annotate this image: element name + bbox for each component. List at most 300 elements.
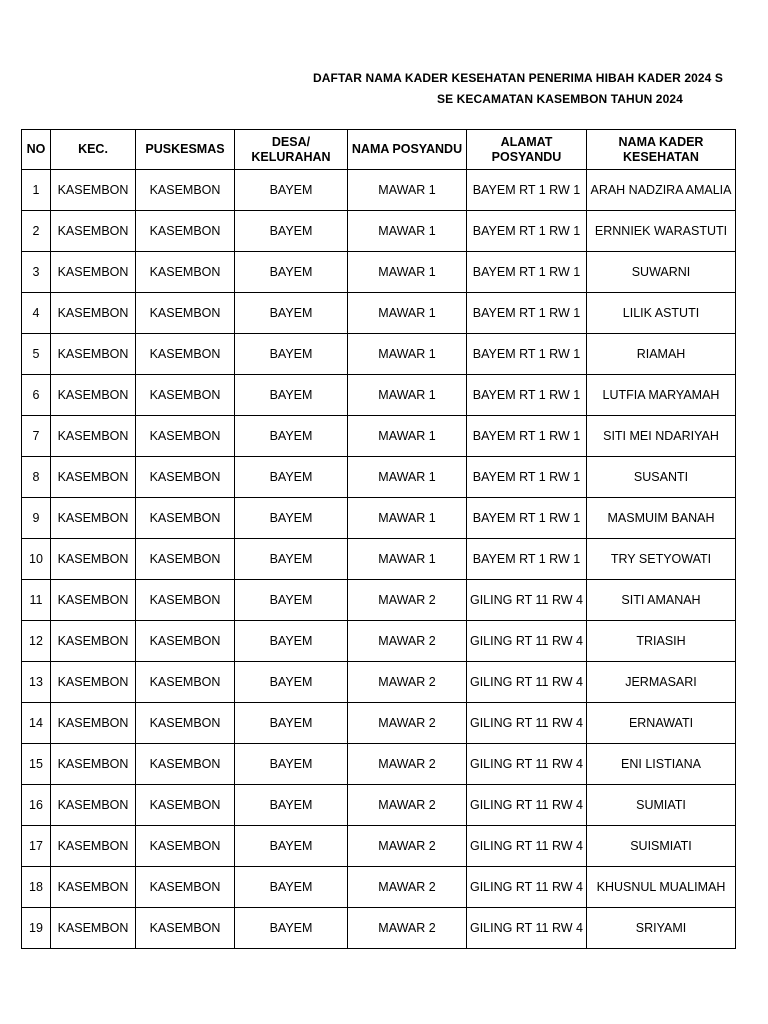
cell-puskesmas <box>136 293 235 334</box>
cell-alamat-text: BAYEM RT 1 RW 1 <box>472 388 581 402</box>
cell-posyandu-text: MAWAR 1 <box>378 552 436 566</box>
cell-alamat-text: GILING RT 11 RW 4 <box>469 880 583 894</box>
cell-kec <box>51 498 136 539</box>
cell-desa <box>235 785 348 826</box>
cell-kec <box>51 334 136 375</box>
cell-puskesmas-text: KASEMBON <box>149 388 221 402</box>
cell-puskesmas <box>136 826 235 867</box>
header-puskesmas <box>136 130 235 170</box>
cell-alamat <box>467 908 587 949</box>
cell-desa <box>235 867 348 908</box>
cell-kec <box>51 457 136 498</box>
cell-kader-text: ENI LISTIANA <box>621 757 701 771</box>
cell-kec-text: KASEMBON <box>57 306 129 320</box>
cell-kec <box>51 580 136 621</box>
cell-puskesmas-text: KASEMBON <box>149 839 221 853</box>
table-header <box>22 130 736 170</box>
cell-no <box>22 334 51 375</box>
cell-no <box>22 211 51 252</box>
cell-kader <box>587 416 736 457</box>
header-kec <box>51 130 136 170</box>
cell-no-text: 2 <box>32 224 40 238</box>
table-row <box>22 539 736 580</box>
cell-kader <box>587 334 736 375</box>
cell-alamat <box>467 211 587 252</box>
cell-kec <box>51 375 136 416</box>
cell-kader-text: SITI MEI NDARIYAH <box>603 429 719 443</box>
cell-kader <box>587 744 736 785</box>
cell-alamat <box>467 334 587 375</box>
cell-kec-text: KASEMBON <box>57 921 129 935</box>
cell-posyandu <box>348 498 467 539</box>
cell-desa <box>235 580 348 621</box>
cell-no <box>22 293 51 334</box>
table-row <box>22 744 736 785</box>
header-desa-line1: DESA/ <box>271 134 311 149</box>
cell-desa-text: BAYEM <box>269 388 313 402</box>
cell-alamat-text: GILING RT 11 RW 4 <box>469 716 583 730</box>
cell-kader-text: LILIK ASTUTI <box>622 306 700 320</box>
cell-no-text: 15 <box>29 757 43 771</box>
cell-kader <box>587 826 736 867</box>
cell-kec <box>51 744 136 785</box>
cell-alamat-text: BAYEM RT 1 RW 1 <box>472 306 581 320</box>
header-kader <box>587 130 736 170</box>
cell-posyandu-text: MAWAR 2 <box>378 921 436 935</box>
cell-no <box>22 252 51 293</box>
cell-posyandu <box>348 539 467 580</box>
cell-kec-text: KASEMBON <box>57 675 129 689</box>
cell-alamat <box>467 252 587 293</box>
header-alamat-line2: POSYANDU <box>491 149 562 164</box>
cell-no <box>22 744 51 785</box>
cell-kec <box>51 662 136 703</box>
cell-desa-text: BAYEM <box>269 716 313 730</box>
cell-puskesmas <box>136 334 235 375</box>
cell-puskesmas-text: KASEMBON <box>149 593 221 607</box>
cell-desa-text: BAYEM <box>269 921 313 935</box>
cell-no-text: 18 <box>29 880 43 894</box>
cell-puskesmas-text: KASEMBON <box>149 511 221 525</box>
cell-alamat-text: GILING RT 11 RW 4 <box>469 798 583 812</box>
cell-posyandu-text: MAWAR 1 <box>378 511 436 525</box>
cell-puskesmas <box>136 252 235 293</box>
table-row <box>22 867 736 908</box>
cell-posyandu <box>348 744 467 785</box>
table-row <box>22 908 736 949</box>
cell-alamat <box>467 580 587 621</box>
cell-kader-text: SUISMIATI <box>630 839 692 853</box>
cell-puskesmas <box>136 908 235 949</box>
table-row <box>22 826 736 867</box>
cell-no <box>22 826 51 867</box>
cell-kec-text: KASEMBON <box>57 429 129 443</box>
cell-posyandu-text: MAWAR 2 <box>378 839 436 853</box>
cell-puskesmas <box>136 621 235 662</box>
cell-posyandu <box>348 785 467 826</box>
cell-kader-text: ARAH NADZIRA AMALIA <box>590 183 732 197</box>
cell-desa <box>235 457 348 498</box>
cell-alamat <box>467 375 587 416</box>
cell-puskesmas-text: KASEMBON <box>149 798 221 812</box>
table-row <box>22 621 736 662</box>
cell-alamat <box>467 826 587 867</box>
cell-desa-text: BAYEM <box>269 757 313 771</box>
cell-kec <box>51 703 136 744</box>
cell-kec-text: KASEMBON <box>57 593 129 607</box>
cell-alamat <box>467 498 587 539</box>
header-desa-line2: KELURAHAN <box>251 149 331 164</box>
cell-no-text: 16 <box>29 798 43 812</box>
cell-alamat <box>467 457 587 498</box>
cell-kader <box>587 908 736 949</box>
cell-desa-text: BAYEM <box>269 470 313 484</box>
cell-kader <box>587 867 736 908</box>
cell-puskesmas-text: KASEMBON <box>149 552 221 566</box>
cell-kader <box>587 498 736 539</box>
cell-desa-text: BAYEM <box>269 224 313 238</box>
cell-puskesmas-text: KASEMBON <box>149 880 221 894</box>
cell-no-text: 17 <box>29 839 43 853</box>
cell-no <box>22 457 51 498</box>
cell-posyandu <box>348 662 467 703</box>
cell-kader-text: SUWARNI <box>631 265 691 279</box>
table-row <box>22 211 736 252</box>
cell-desa <box>235 252 348 293</box>
cell-kader <box>587 662 736 703</box>
cell-no-text: 1 <box>32 183 40 197</box>
header-no-label: NO <box>26 142 46 156</box>
cell-kader <box>587 457 736 498</box>
cell-alamat <box>467 744 587 785</box>
document-title: DAFTAR NAMA KADER KESEHATAN PENERIMA HIBAH KADER 2024 S <box>313 71 723 85</box>
cell-posyandu-text: MAWAR 1 <box>378 224 436 238</box>
table-row <box>22 252 736 293</box>
cell-puskesmas <box>136 539 235 580</box>
cell-desa <box>235 826 348 867</box>
cell-kec <box>51 785 136 826</box>
cell-puskesmas-text: KASEMBON <box>149 675 221 689</box>
cell-alamat-text: BAYEM RT 1 RW 1 <box>472 511 581 525</box>
cell-posyandu-text: MAWAR 1 <box>378 347 436 361</box>
cell-no-text: 9 <box>32 511 40 525</box>
cell-posyandu <box>348 457 467 498</box>
cell-posyandu <box>348 621 467 662</box>
cell-no-text: 7 <box>32 429 40 443</box>
cell-alamat <box>467 785 587 826</box>
cell-no <box>22 662 51 703</box>
cell-alamat-text: BAYEM RT 1 RW 1 <box>472 224 581 238</box>
cell-posyandu-text: MAWAR 1 <box>378 388 436 402</box>
cell-no <box>22 867 51 908</box>
cell-kader <box>587 785 736 826</box>
table-row <box>22 457 736 498</box>
cell-no-text: 4 <box>32 306 40 320</box>
cell-kec <box>51 416 136 457</box>
cell-no-text: 5 <box>32 347 40 361</box>
cell-puskesmas-text: KASEMBON <box>149 470 221 484</box>
header-alamat <box>467 130 587 170</box>
cell-puskesmas-text: KASEMBON <box>149 265 221 279</box>
header-kec-label: KEC. <box>78 142 108 156</box>
cell-kader <box>587 211 736 252</box>
cell-puskesmas-text: KASEMBON <box>149 224 221 238</box>
cell-kader <box>587 621 736 662</box>
cell-kader <box>587 375 736 416</box>
cell-puskesmas <box>136 785 235 826</box>
table-row <box>22 498 736 539</box>
cell-alamat-text: BAYEM RT 1 RW 1 <box>472 552 581 566</box>
cell-kec <box>51 170 136 211</box>
cell-alamat-text: BAYEM RT 1 RW 1 <box>472 265 581 279</box>
cell-posyandu <box>348 211 467 252</box>
cell-no <box>22 170 51 211</box>
cell-kader-text: SUMIATI <box>636 798 686 812</box>
cell-desa-text: BAYEM <box>269 183 313 197</box>
cell-alamat <box>467 662 587 703</box>
cell-kader <box>587 580 736 621</box>
cell-posyandu-text: MAWAR 1 <box>378 306 436 320</box>
header-posyandu-label: NAMA POSYANDU <box>351 142 463 156</box>
cell-kader-text: TRIASIH <box>636 634 686 648</box>
cell-no-text: 11 <box>29 593 43 607</box>
cell-puskesmas-text: KASEMBON <box>149 347 221 361</box>
table-row <box>22 293 736 334</box>
cell-alamat-text: GILING RT 11 RW 4 <box>469 839 583 853</box>
cell-kec <box>51 908 136 949</box>
cell-posyandu-text: MAWAR 2 <box>378 593 436 607</box>
cell-kec-text: KASEMBON <box>57 511 129 525</box>
cell-kader-text: ERNNIEK WARASTUTI <box>594 224 728 238</box>
cell-posyandu-text: MAWAR 2 <box>378 675 436 689</box>
cell-kec-text: KASEMBON <box>57 552 129 566</box>
cell-desa-text: BAYEM <box>269 265 313 279</box>
cell-desa-text: BAYEM <box>269 634 313 648</box>
cell-puskesmas <box>136 416 235 457</box>
cell-no <box>22 375 51 416</box>
cell-alamat <box>467 416 587 457</box>
cell-posyandu <box>348 293 467 334</box>
cell-kec <box>51 621 136 662</box>
cell-kader-text: ERNAWATI <box>628 716 694 730</box>
table-row <box>22 416 736 457</box>
cell-puskesmas <box>136 170 235 211</box>
cell-alamat <box>467 867 587 908</box>
cell-alamat-text: GILING RT 11 RW 4 <box>469 921 583 935</box>
cell-kec <box>51 293 136 334</box>
cell-kec-text: KASEMBON <box>57 798 129 812</box>
cell-no <box>22 785 51 826</box>
cell-kec <box>51 252 136 293</box>
table-row <box>22 580 736 621</box>
cell-kec <box>51 211 136 252</box>
cell-puskesmas <box>136 457 235 498</box>
cell-kader <box>587 703 736 744</box>
cell-puskesmas-text: KASEMBON <box>149 429 221 443</box>
cell-desa-text: BAYEM <box>269 306 313 320</box>
cell-alamat-text: GILING RT 11 RW 4 <box>469 634 583 648</box>
cell-no-text: 13 <box>29 675 43 689</box>
cell-posyandu <box>348 416 467 457</box>
cell-no-text: 8 <box>32 470 40 484</box>
cell-posyandu-text: MAWAR 2 <box>378 716 436 730</box>
cell-alamat-text: GILING RT 11 RW 4 <box>469 593 583 607</box>
cell-puskesmas <box>136 703 235 744</box>
cell-posyandu <box>348 375 467 416</box>
cell-kader <box>587 539 736 580</box>
cell-alamat-text: BAYEM RT 1 RW 1 <box>472 183 581 197</box>
cell-desa-text: BAYEM <box>269 675 313 689</box>
cell-no <box>22 498 51 539</box>
cell-no-text: 6 <box>32 388 40 402</box>
cell-desa <box>235 334 348 375</box>
cell-alamat-text: BAYEM RT 1 RW 1 <box>472 347 581 361</box>
cell-posyandu-text: MAWAR 2 <box>378 634 436 648</box>
header-row <box>22 130 736 170</box>
cell-posyandu <box>348 334 467 375</box>
table-row <box>22 785 736 826</box>
header-kader-line1: NAMA KADER <box>618 134 704 149</box>
cell-desa <box>235 621 348 662</box>
cell-kader-text: JERMASARI <box>625 675 697 689</box>
cell-kader-text: RIAMAH <box>636 347 686 361</box>
cell-no-text: 14 <box>29 716 43 730</box>
cell-posyandu-text: MAWAR 1 <box>378 470 436 484</box>
cell-kec <box>51 867 136 908</box>
cell-posyandu <box>348 908 467 949</box>
cell-no <box>22 703 51 744</box>
header-desa <box>235 130 348 170</box>
table-row <box>22 170 736 211</box>
cell-puskesmas <box>136 580 235 621</box>
cell-desa <box>235 170 348 211</box>
cell-posyandu <box>348 826 467 867</box>
cell-alamat <box>467 170 587 211</box>
cell-alamat-text: BAYEM RT 1 RW 1 <box>472 429 581 443</box>
cell-puskesmas <box>136 662 235 703</box>
cell-puskesmas <box>136 867 235 908</box>
cell-alamat-text: GILING RT 11 RW 4 <box>469 675 583 689</box>
cell-kader-text: MASMUIM BANAH <box>607 511 715 525</box>
cell-no <box>22 908 51 949</box>
cell-no-text: 3 <box>32 265 40 279</box>
cell-kec <box>51 539 136 580</box>
cell-posyandu-text: MAWAR 2 <box>378 798 436 812</box>
cell-desa-text: BAYEM <box>269 839 313 853</box>
cell-no <box>22 416 51 457</box>
cell-desa-text: BAYEM <box>269 347 313 361</box>
cell-desa <box>235 703 348 744</box>
table-body <box>22 170 736 949</box>
header-no <box>22 130 51 170</box>
cell-desa <box>235 416 348 457</box>
table-row <box>22 703 736 744</box>
cell-kec-text: KASEMBON <box>57 716 129 730</box>
cell-no-text: 10 <box>29 552 43 566</box>
cell-kader-text: SRIYAMI <box>635 921 687 935</box>
cell-desa-text: BAYEM <box>269 593 313 607</box>
cell-posyandu-text: MAWAR 2 <box>378 880 436 894</box>
kader-table <box>21 129 736 949</box>
cell-alamat <box>467 621 587 662</box>
cell-puskesmas <box>136 375 235 416</box>
document-subtitle: SE KECAMATAN KASEMBON TAHUN 2024 <box>437 92 683 106</box>
cell-kec-text: KASEMBON <box>57 265 129 279</box>
cell-desa-text: BAYEM <box>269 880 313 894</box>
cell-desa <box>235 744 348 785</box>
cell-posyandu-text: MAWAR 1 <box>378 265 436 279</box>
cell-puskesmas-text: KASEMBON <box>149 757 221 771</box>
cell-puskesmas <box>136 211 235 252</box>
cell-alamat-text: BAYEM RT 1 RW 1 <box>472 470 581 484</box>
cell-alamat-text: GILING RT 11 RW 4 <box>469 757 583 771</box>
cell-posyandu <box>348 252 467 293</box>
cell-desa <box>235 539 348 580</box>
cell-kec <box>51 826 136 867</box>
cell-no-text: 19 <box>29 921 43 935</box>
table-row <box>22 334 736 375</box>
cell-posyandu <box>348 867 467 908</box>
cell-kader-text: SUSANTI <box>633 470 689 484</box>
cell-posyandu-text: MAWAR 1 <box>378 429 436 443</box>
cell-kec-text: KASEMBON <box>57 183 129 197</box>
cell-kec-text: KASEMBON <box>57 347 129 361</box>
cell-kader <box>587 170 736 211</box>
cell-posyandu-text: MAWAR 2 <box>378 757 436 771</box>
cell-kader <box>587 252 736 293</box>
cell-puskesmas-text: KASEMBON <box>149 921 221 935</box>
cell-kec-text: KASEMBON <box>57 388 129 402</box>
cell-puskesmas-text: KASEMBON <box>149 634 221 648</box>
cell-kec-text: KASEMBON <box>57 470 129 484</box>
cell-puskesmas-text: KASEMBON <box>149 306 221 320</box>
cell-desa <box>235 293 348 334</box>
cell-kader-text: LUTFIA MARYAMAH <box>602 388 720 402</box>
cell-puskesmas-text: KASEMBON <box>149 716 221 730</box>
table-row <box>22 662 736 703</box>
cell-no <box>22 539 51 580</box>
cell-desa <box>235 211 348 252</box>
header-puskesmas-label: PUSKESMAS <box>145 142 225 156</box>
cell-alamat <box>467 703 587 744</box>
cell-posyandu <box>348 170 467 211</box>
cell-kec-text: KASEMBON <box>57 224 129 238</box>
cell-desa-text: BAYEM <box>269 429 313 443</box>
cell-desa-text: BAYEM <box>269 798 313 812</box>
cell-no <box>22 621 51 662</box>
cell-desa <box>235 662 348 703</box>
cell-posyandu-text: MAWAR 1 <box>378 183 436 197</box>
cell-desa <box>235 498 348 539</box>
cell-kec-text: KASEMBON <box>57 839 129 853</box>
cell-alamat <box>467 293 587 334</box>
cell-puskesmas <box>136 744 235 785</box>
header-alamat-line1: ALAMAT <box>500 134 553 149</box>
cell-puskesmas-text: KASEMBON <box>149 183 221 197</box>
cell-kec-text: KASEMBON <box>57 757 129 771</box>
header-posyandu <box>348 130 467 170</box>
cell-kader <box>587 293 736 334</box>
cell-posyandu <box>348 703 467 744</box>
cell-kec-text: KASEMBON <box>57 634 129 648</box>
cell-puskesmas <box>136 498 235 539</box>
table-row <box>22 375 736 416</box>
cell-desa <box>235 375 348 416</box>
cell-kader-text: SITI AMANAH <box>621 593 701 607</box>
cell-desa <box>235 908 348 949</box>
cell-desa-text: BAYEM <box>269 511 313 525</box>
cell-no-text: 12 <box>29 634 43 648</box>
